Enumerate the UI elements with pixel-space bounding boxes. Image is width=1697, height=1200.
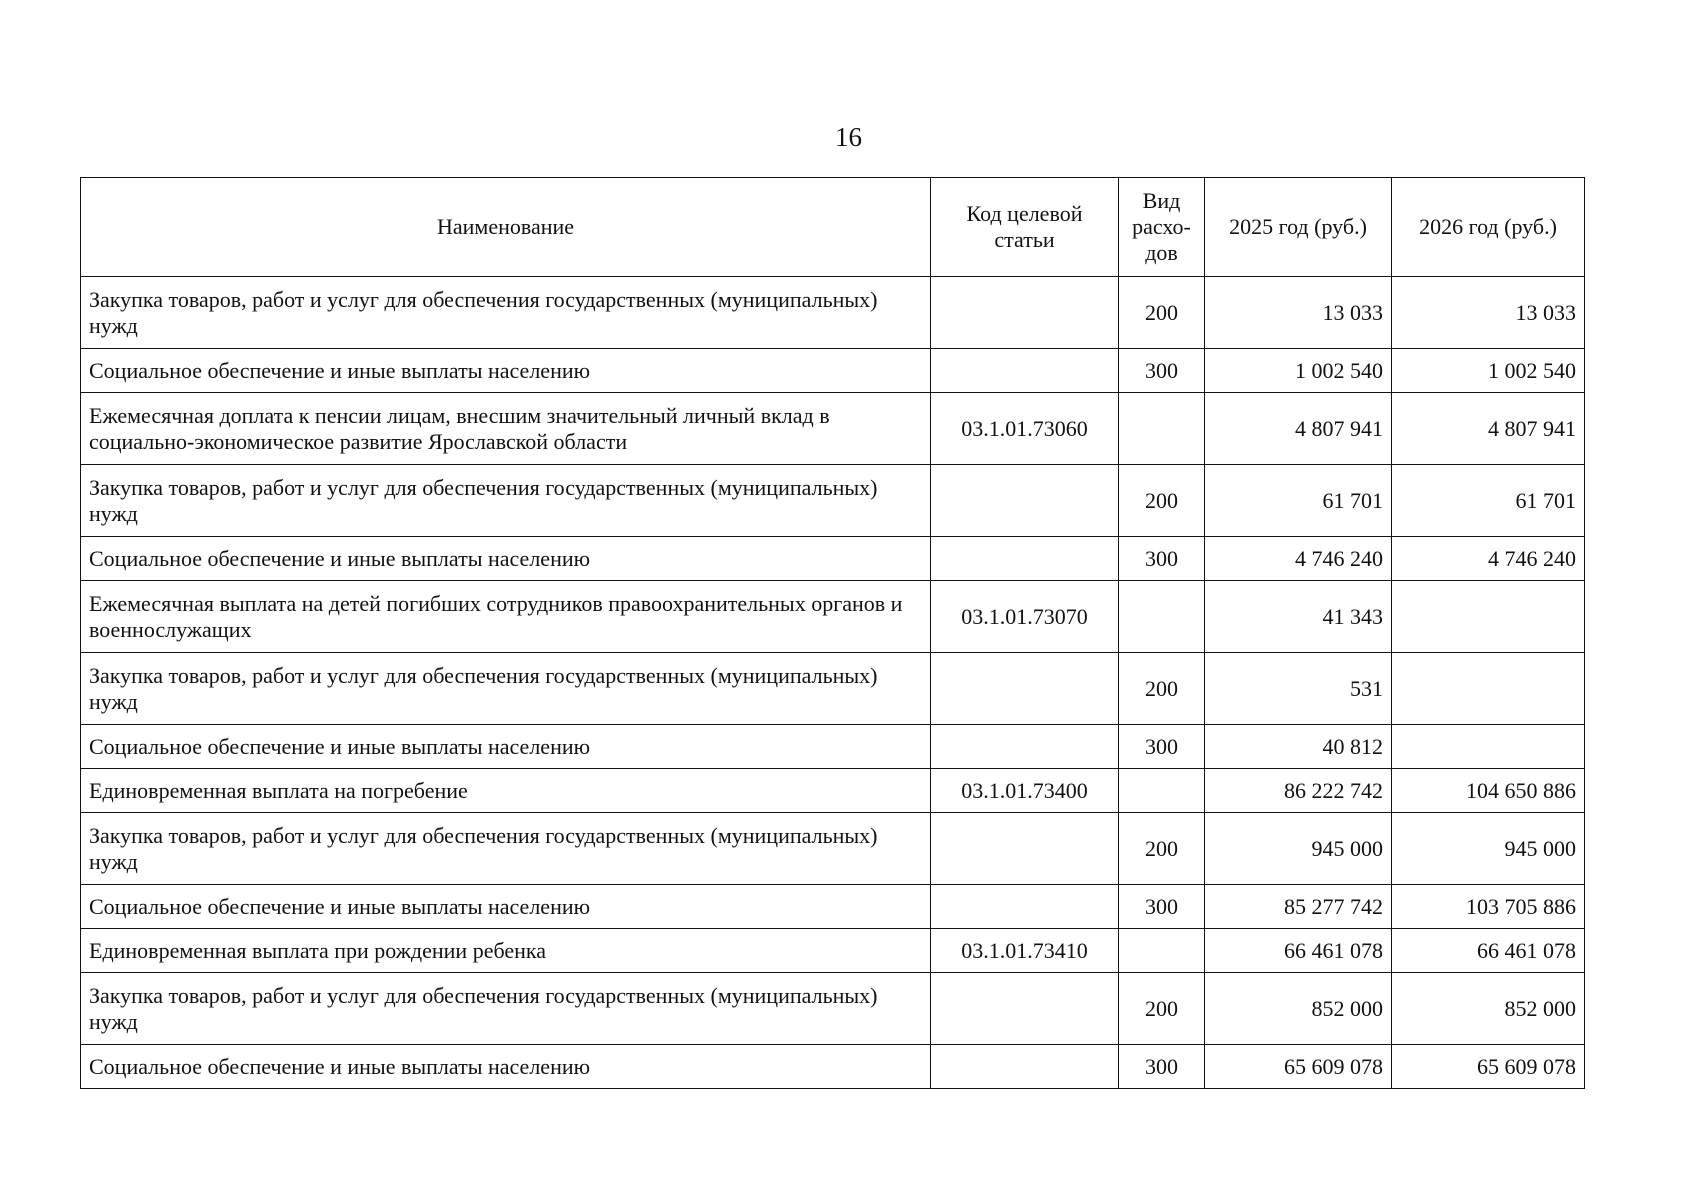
table-header-row	[81, 178, 1585, 277]
cell-type: 200	[1119, 277, 1205, 349]
cell-2025: 41 343	[1205, 581, 1392, 653]
cell-2026: 4 746 240	[1392, 537, 1585, 581]
header-2025: 2025 год (руб.)	[1205, 178, 1392, 277]
table-row	[81, 349, 1585, 393]
cell-type: 300	[1119, 725, 1205, 769]
cell-type: 200	[1119, 973, 1205, 1045]
cell-code	[931, 537, 1119, 581]
header-2026: 2026 год (руб.)	[1392, 178, 1585, 277]
cell-2025: 85 277 742	[1205, 885, 1392, 929]
cell-code: 03.1.01.73070	[931, 581, 1119, 653]
cell-name: Закупка товаров, работ и услуг для обеспечения государственных (муниципальных) нужд	[81, 653, 931, 725]
table-row	[81, 1045, 1585, 1089]
header-type: Вид расхо-дов	[1119, 178, 1205, 277]
header-code: Код целевой статьи	[931, 178, 1119, 277]
cell-2026	[1392, 581, 1585, 653]
table-row	[81, 813, 1585, 885]
table-row	[81, 973, 1585, 1045]
cell-2026	[1392, 653, 1585, 725]
cell-code	[931, 653, 1119, 725]
cell-2025: 4 807 941	[1205, 393, 1392, 465]
cell-2025: 66 461 078	[1205, 929, 1392, 973]
cell-2026: 65 609 078	[1392, 1045, 1585, 1089]
table-row	[81, 581, 1585, 653]
cell-code	[931, 885, 1119, 929]
cell-2026: 66 461 078	[1392, 929, 1585, 973]
cell-name: Единовременная выплата при рождении ребенка	[81, 929, 931, 973]
cell-code: 03.1.01.73400	[931, 769, 1119, 813]
cell-2026: 945 000	[1392, 813, 1585, 885]
budget-table	[80, 177, 1585, 1089]
cell-code	[931, 1045, 1119, 1089]
cell-2025: 61 701	[1205, 465, 1392, 537]
cell-type	[1119, 769, 1205, 813]
cell-2026: 104 650 886	[1392, 769, 1585, 813]
cell-code	[931, 725, 1119, 769]
header-name: Наименование	[81, 178, 931, 277]
cell-code	[931, 277, 1119, 349]
cell-2026: 1 002 540	[1392, 349, 1585, 393]
cell-type: 200	[1119, 813, 1205, 885]
cell-name: Закупка товаров, работ и услуг для обеспечения государственных (муниципальных) нужд	[81, 277, 931, 349]
cell-code	[931, 465, 1119, 537]
cell-type: 300	[1119, 1045, 1205, 1089]
page-number: 16	[835, 122, 862, 152]
table-row	[81, 929, 1585, 973]
cell-name: Закупка товаров, работ и услуг для обеспечения государственных (муниципальных) нужд	[81, 973, 931, 1045]
cell-2026: 103 705 886	[1392, 885, 1585, 929]
table-row	[81, 393, 1585, 465]
cell-2025: 13 033	[1205, 277, 1392, 349]
cell-name: Социальное обеспечение и иные выплаты населению	[81, 537, 931, 581]
cell-type	[1119, 581, 1205, 653]
cell-type	[1119, 393, 1205, 465]
cell-2026: 61 701	[1392, 465, 1585, 537]
cell-name: Социальное обеспечение и иные выплаты населению	[81, 725, 931, 769]
table-row	[81, 725, 1585, 769]
cell-type: 300	[1119, 885, 1205, 929]
cell-2026: 4 807 941	[1392, 393, 1585, 465]
cell-code: 03.1.01.73060	[931, 393, 1119, 465]
cell-name: Ежемесячная выплата на детей погибших сотрудников правоохранительных органов и военнослужащих	[81, 581, 931, 653]
cell-code	[931, 973, 1119, 1045]
cell-2025: 945 000	[1205, 813, 1392, 885]
cell-2025: 65 609 078	[1205, 1045, 1392, 1089]
cell-code	[931, 813, 1119, 885]
cell-type	[1119, 929, 1205, 973]
cell-2026	[1392, 725, 1585, 769]
cell-2026: 13 033	[1392, 277, 1585, 349]
cell-type: 200	[1119, 465, 1205, 537]
cell-type: 200	[1119, 653, 1205, 725]
cell-name: Социальное обеспечение и иные выплаты населению	[81, 885, 931, 929]
cell-2025: 86 222 742	[1205, 769, 1392, 813]
cell-name: Закупка товаров, работ и услуг для обеспечения государственных (муниципальных) нужд	[81, 465, 931, 537]
cell-type: 300	[1119, 537, 1205, 581]
cell-name: Ежемесячная доплата к пенсии лицам, внесшим значительный личный вклад в социально-экономическое развитие Ярославской области	[81, 393, 931, 465]
table-row	[81, 465, 1585, 537]
cell-code: 03.1.01.73410	[931, 929, 1119, 973]
cell-name: Социальное обеспечение и иные выплаты населению	[81, 349, 931, 393]
cell-2025: 531	[1205, 653, 1392, 725]
cell-2025: 1 002 540	[1205, 349, 1392, 393]
cell-2025: 40 812	[1205, 725, 1392, 769]
table-row	[81, 653, 1585, 725]
cell-2025: 852 000	[1205, 973, 1392, 1045]
cell-2026: 852 000	[1392, 973, 1585, 1045]
table-row	[81, 885, 1585, 929]
table-row	[81, 537, 1585, 581]
table-row	[81, 769, 1585, 813]
table-row	[81, 277, 1585, 349]
cell-name: Социальное обеспечение и иные выплаты населению	[81, 1045, 931, 1089]
cell-2025: 4 746 240	[1205, 537, 1392, 581]
cell-code	[931, 349, 1119, 393]
cell-name: Закупка товаров, работ и услуг для обеспечения государственных (муниципальных) нужд	[81, 813, 931, 885]
cell-type: 300	[1119, 349, 1205, 393]
cell-name: Единовременная выплата на погребение	[81, 769, 931, 813]
